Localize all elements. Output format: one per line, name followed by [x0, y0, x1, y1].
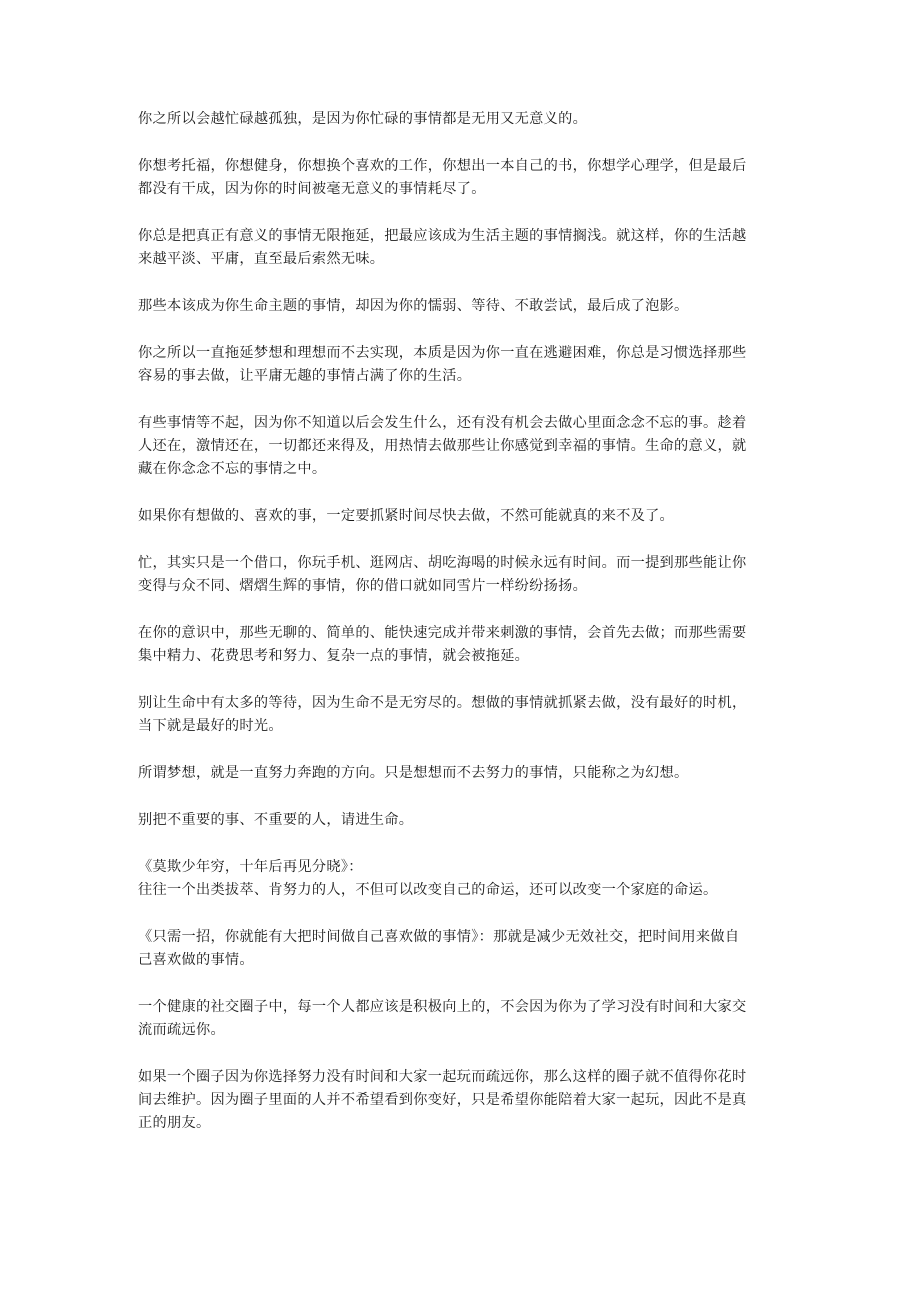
- text-line: 往往一个出类拔萃、肯努力的人，不但可以改变自己的命运，还可以改变一个家庭的命运。: [138, 882, 718, 898]
- paragraph: [138, 412, 798, 481]
- paragraph: [138, 552, 798, 598]
- paragraph: [138, 809, 798, 832]
- paragraph: [138, 622, 798, 668]
- paragraph: [138, 108, 798, 131]
- text-line: 集中精力、花费思考和努力、复杂一点的事情，就会被拖延。: [138, 648, 530, 664]
- text-line: 《莫欺少年穷，十年后再见分晓》：: [138, 859, 363, 875]
- text-line: 《只需一招，你就能有大把时间做自己喜欢做的事情》：那就是减少无效社交，把时间用来做自: [138, 929, 740, 945]
- text-line: 你总是把真正有意义的事情无限拖延，把最应该成为生活主题的事情搁浅。就这样，你的生活越: [138, 228, 747, 244]
- text-line: 所谓梦想，就是一直努力奔跑的方向。只是想想而不去努力的事情，只能称之为幻想。: [138, 765, 689, 781]
- paragraph: [138, 996, 798, 1042]
- text-line: 忙，其实只是一个借口，你玩手机、逛网店、胡吃海喝的时候永远有时间。而一提到那些能让你: [138, 555, 747, 571]
- text-line: 你之所以会越忙碌越孤独，是因为你忙碌的事情都是无用又无意义的。: [138, 111, 588, 127]
- text-line: 藏在你念念不忘的事情之中。: [138, 461, 327, 477]
- text-line: 正的朋友。: [138, 1115, 211, 1131]
- paragraph: [138, 295, 798, 318]
- text-line: 别让生命中有太多的等待，因为生命不是无穷尽的。想做的事情就抓紧去做，没有最好的时机，: [138, 695, 747, 711]
- text-line: 都没有干成，因为你的时间被毫无意义的事情耗尽了。: [138, 181, 486, 197]
- text-line: 有些事情等不起，因为你不知道以后会发生什么，还有没有机会去做心里面念念不忘的事。趁着: [138, 415, 747, 431]
- paragraph: [138, 926, 798, 972]
- text-line: 你想考托福，你想健身，你想换个喜欢的工作，你想出一本自己的书，你想学心理学，但是最后: [138, 158, 747, 174]
- text-line: 变得与众不同、熠熠生辉的事情，你的借口就如同雪片一样纷纷扬扬。: [138, 578, 588, 594]
- text-line: 在你的意识中，那些无聊的、简单的、能快速完成并带来刺激的事情，会首先去做；而那些需要: [138, 625, 747, 641]
- text-line: 己喜欢做的事情。: [138, 952, 254, 968]
- text-line: 流而疏远你。: [138, 1022, 225, 1038]
- paragraph: [138, 856, 798, 902]
- text-line: 当下就是最好的时光。: [138, 718, 283, 734]
- text-line: 人还在，激情还在，一切都还来得及，用热情去做那些让你感觉到幸福的事情。生命的意义，就: [138, 438, 747, 454]
- text-line: 来越平淡、平庸，直至最后索然无味。: [138, 251, 385, 267]
- paragraph: [138, 692, 798, 738]
- text-line: 一个健康的社交圈子中，每一个人都应该是积极向上的，不会因为你为了学习没有时间和大家交: [138, 999, 747, 1015]
- text-line: 容易的事去做，让平庸无趣的事情占满了你的生活。: [138, 368, 472, 384]
- text-line: 间去维护。因为圈子里面的人并不希望看到你变好，只是希望你能陪着大家一起玩，因此不是真: [138, 1092, 747, 1108]
- text-line: 那些本该成为你生命主题的事情，却因为你的懦弱、等待、不敢尝试，最后成了泡影。: [138, 298, 689, 314]
- paragraph: [138, 155, 798, 201]
- text-line: 如果一个圈子因为你选择努力没有时间和大家一起玩而疏远你，那么这样的圈子就不值得你花时: [138, 1069, 747, 1085]
- paragraph: [138, 225, 798, 271]
- text-line: 别把不重要的事、不重要的人，请进生命。: [138, 812, 414, 828]
- text-line: 你之所以一直拖延梦想和理想而不去实现，本质是因为你一直在逃避困难，你总是习惯选择那些: [138, 345, 747, 361]
- paragraph: [138, 342, 798, 388]
- paragraph: [138, 762, 798, 785]
- paragraph: [138, 1066, 798, 1135]
- paragraph: [138, 505, 798, 528]
- document-body: [138, 108, 798, 1159]
- text-line: 如果你有想做的、喜欢的事，一定要抓紧时间尽快去做，不然可能就真的来不及了。: [138, 508, 675, 524]
